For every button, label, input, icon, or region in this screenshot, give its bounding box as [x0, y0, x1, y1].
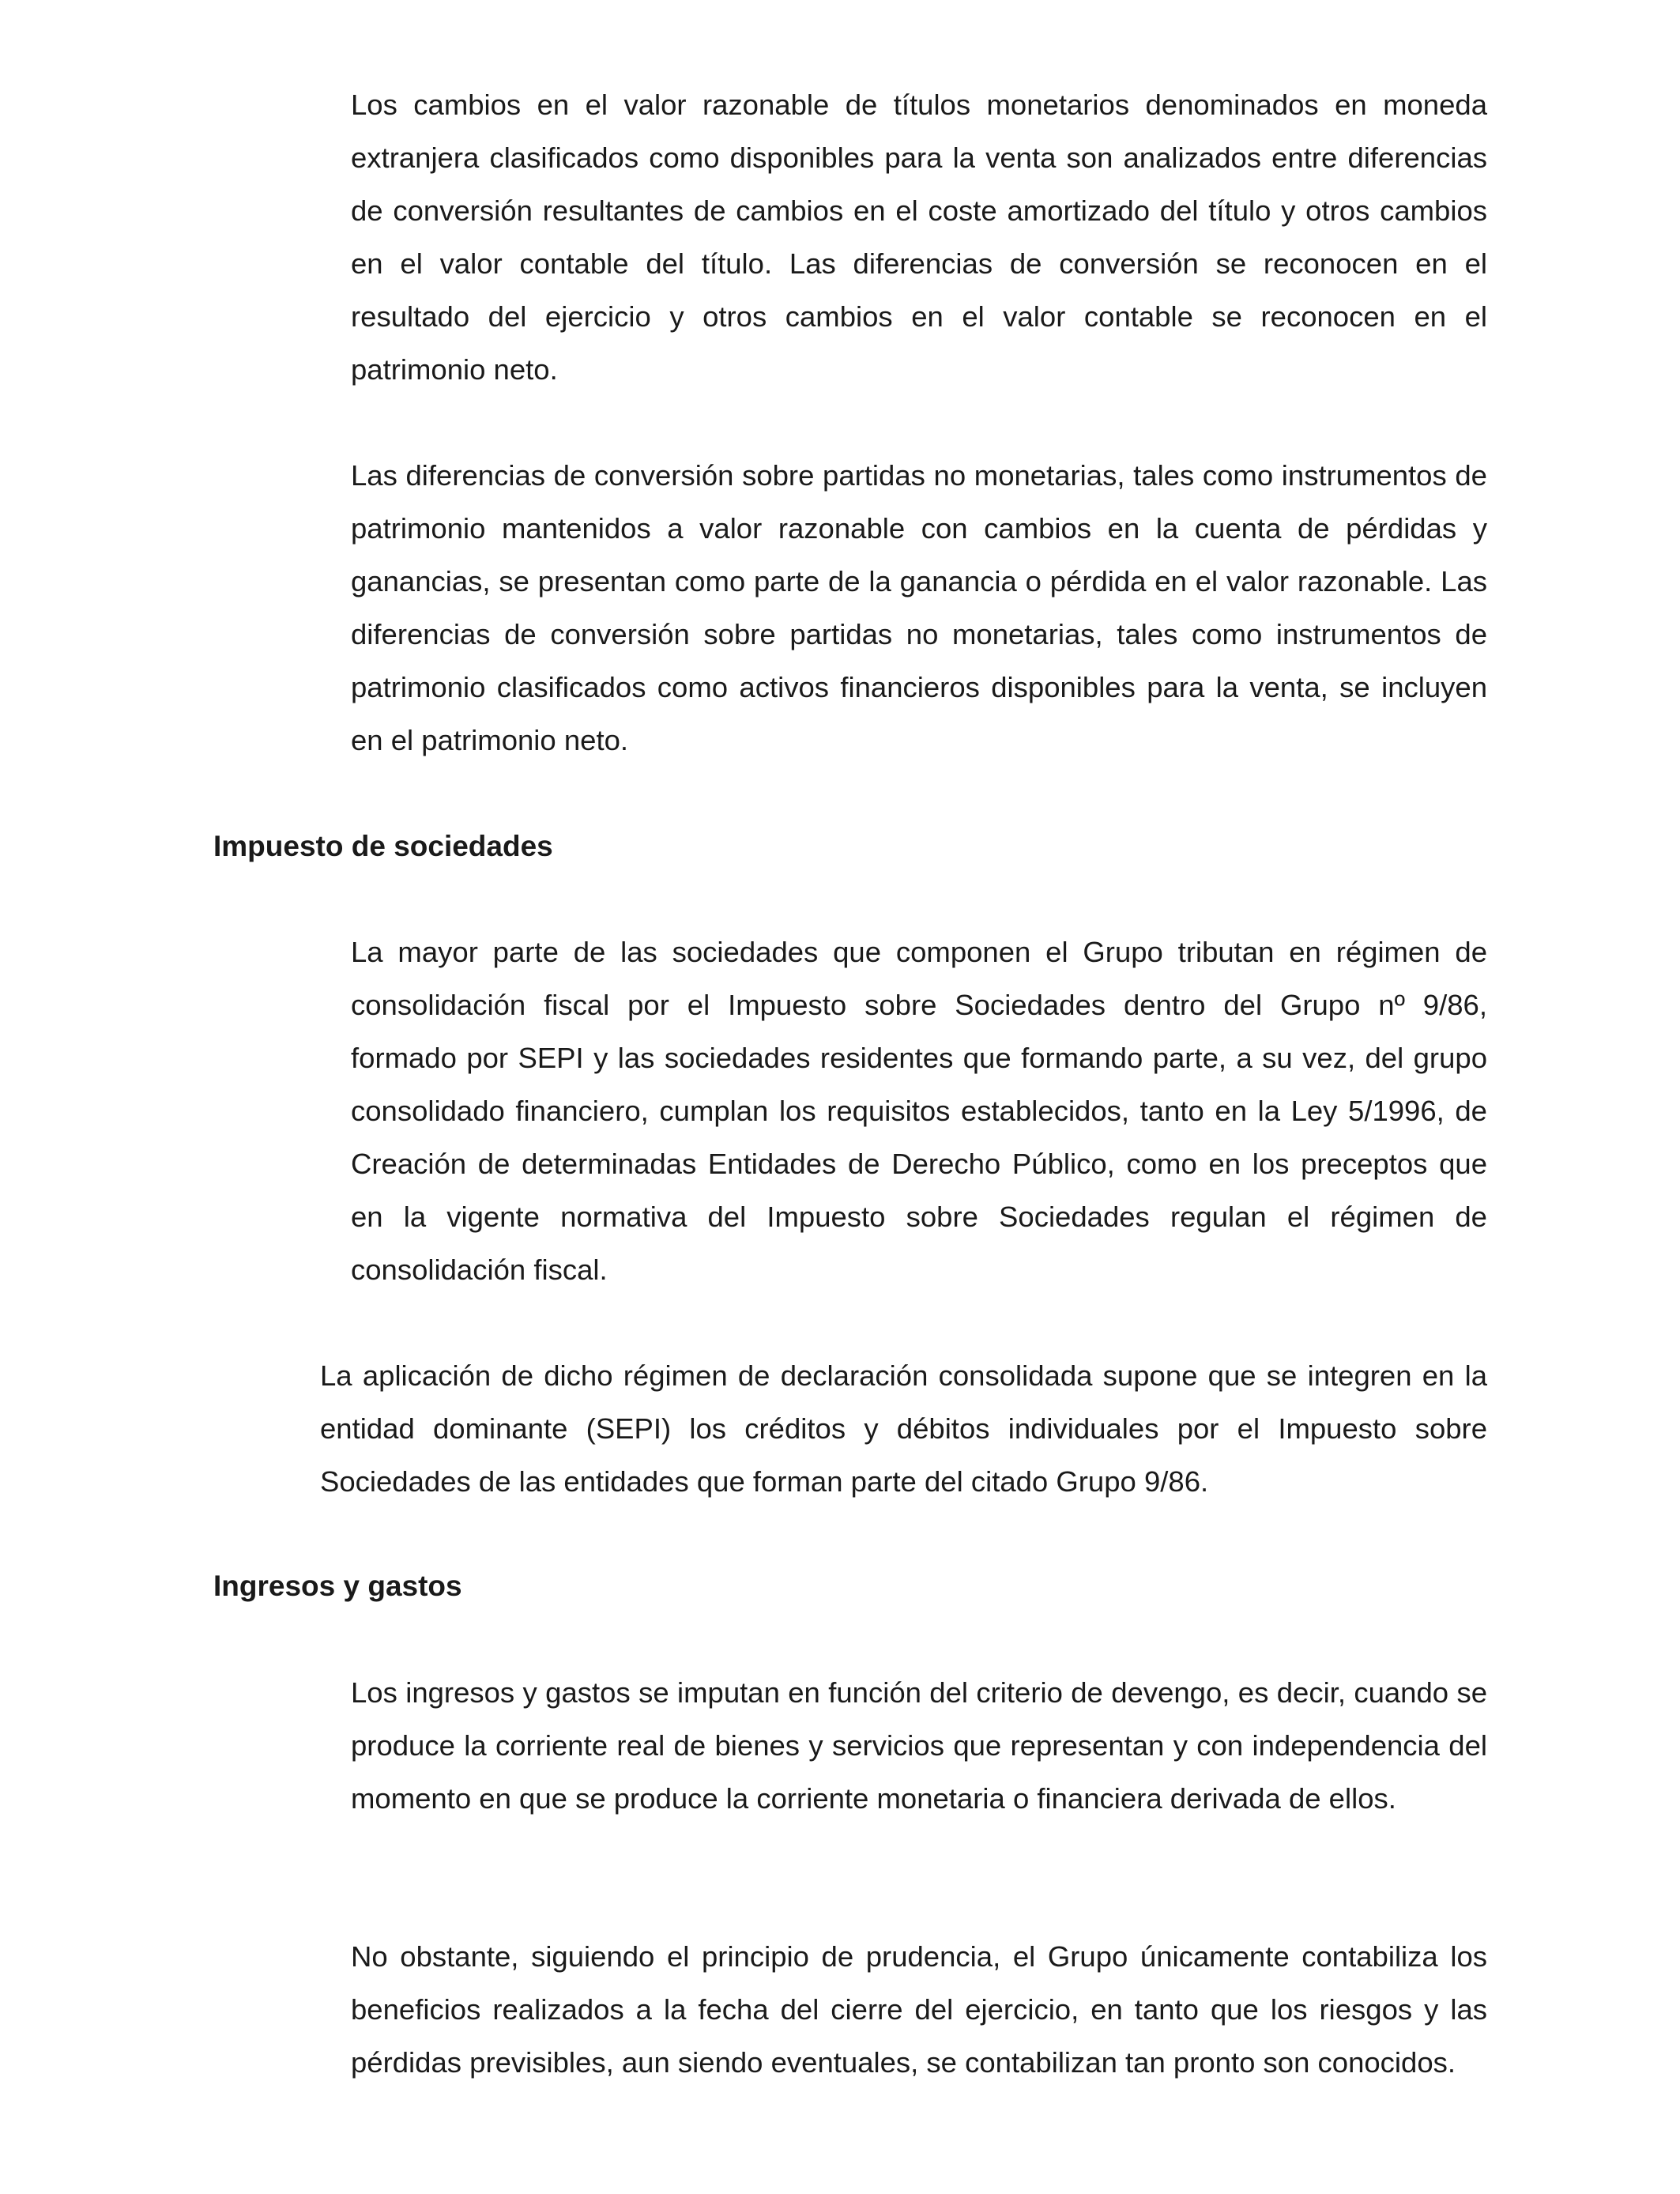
paragraph-foreign-currency-monetary-securities: Los cambios en el valor razonable de títulos monetarios denominados en moneda extranjera clasificados como disponibles para la venta son analizados entre diferencias de conversión resultantes de cambios en el coste amortizado del título y otros cambios en el valor contable del título. Las diferencias de conversión se reconocen en el resultado del ejercicio y otros cambios en el valor contable se reconocen en el patrimonio neto.	[351, 89, 1487, 386]
paragraph-accrual-criterion: Los ingresos y gastos se imputan en función del criterio de devengo, es decir, cuando se produce la corriente real de bienes y servicios que representan y con independencia del momento en que se produce la corriente monetaria o financiera derivada de ellos.	[351, 1676, 1487, 1815]
heading-impuesto-de-sociedades: Impuesto de sociedades	[213, 830, 553, 862]
paragraph-prudence-principle: No obstante, siguiendo el principio de prudencia, el Grupo únicamente contabiliza los beneficios realizados a la fecha del cierre del ejercicio, en tanto que los riesgos y las pérdidas previsibles, aun siendo eventuales, se contabilizan tan pronto son conocidos.	[351, 1940, 1487, 2079]
paragraph-consolidated-regime-application: La aplicación de dicho régimen de declaración consolidada supone que se integren en la entidad dominante (SEPI) los créditos y débitos individuales por el Impuesto sobre Sociedades de las entidades que forman parte del citado Grupo 9/86.	[320, 1359, 1487, 1498]
paragraph-tax-consolidation-group: La mayor parte de las sociedades que componen el Grupo tributan en régimen de consolidación fiscal por el Impuesto sobre Sociedades dentro del Grupo nº 9/86, formado por SEPI y las sociedades residentes que formando parte, a su vez, del grupo consolidado financiero, cumplan los requisitos establecidos, tanto en la Ley 5/1996, de Creación de determinadas Entidades de Derecho Público, como en los preceptos que en la vigente normativa del Impuesto sobre Sociedades regulan el régimen de consolidación fiscal.	[351, 936, 1487, 1286]
heading-ingresos-y-gastos: Ingresos y gastos	[213, 1570, 462, 1602]
paragraph-non-monetary-items-conversion: Las diferencias de conversión sobre partidas no monetarias, tales como instrumentos de patrimonio mantenidos a valor razonable con cambios en la cuenta de pérdidas y ganancias, se presentan como parte de la ganancia o pérdida en el valor razonable. Las diferencias de conversión sobre partidas no monetarias, tales como instrumentos de patrimonio clasificados como activos financieros disponibles para la venta, se incluyen en el patrimonio neto.	[351, 459, 1487, 756]
